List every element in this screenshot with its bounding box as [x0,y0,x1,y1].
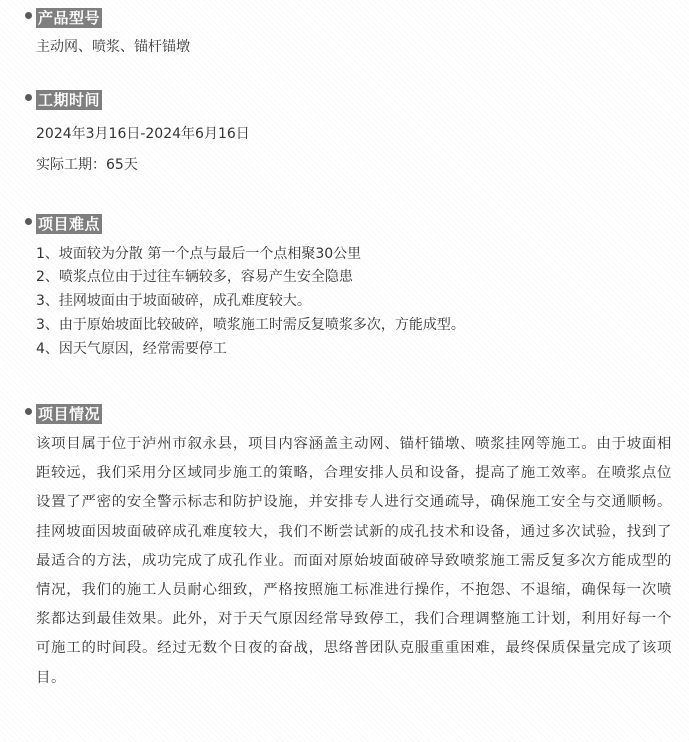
situation-paragraph: 该项目属于位于泸州市叙永县，项目内容涵盖主动网、锚杆锚墩、喷浆挂网等施工。由于坡面相距较远，我们采用分区域同步施工的策略，合理安排人员和设备，提高了施工效率。在喷浆点位设置了严密的安全警示标志和防护设施，并安排专人进行交通疏导，确保施工安全与交通顺畅。挂网坡面因坡面破碎成孔难度较大，我们不断尝试新的成孔技术和设备，通过多次试验，找到了最适合的方法，成功完成了成孔作业。而面对原始坡面破碎导致喷浆施工需反复多次方能成型的情况，我们的施工人员耐心细致，严格按照施工标准进行操作，不抱怨、不退缩，确保每一次喷浆都达到最佳效果。此外，对于天气原因经常导致停工，我们合理调整施工计划，利用好每一个可施工的时间段。经过无数个日夜的奋战，思络普团队克服重重困难，最终保质保量完成了该项目。 [36,436,672,686]
difficulty-item: 4、因天气原因，经常需要停工 [36,341,227,357]
section-heading: 工期时间 [38,91,101,109]
bullet-icon [25,94,32,101]
product-line: 主动网、喷浆、锚杆锚墩 [36,39,190,55]
difficulty-item: 3、由于原始坡面比较破碎，喷浆施工时需反复喷浆多次，方能成型。 [36,317,465,333]
period-line: 实际工期：65天 [36,157,138,173]
period-line: 2024年3月16日-2024年6月16日 [36,126,250,142]
bullet-icon [25,218,32,225]
difficulty-item: 1、坡面较为分散 第一个点与最后一个点相聚30公里 [36,246,362,262]
bullet-icon [25,12,32,19]
section-heading: 项目难点 [38,215,101,233]
section-heading: 产品型号 [38,9,101,27]
section-heading: 项目情况 [38,405,101,423]
bullet-icon [25,408,32,415]
difficulty-item: 3、挂网坡面由于坡面破碎，成孔难度较大。 [36,293,311,309]
difficulty-item: 2、喷浆点位由于过往车辆较多，容易产生安全隐患 [36,269,353,285]
